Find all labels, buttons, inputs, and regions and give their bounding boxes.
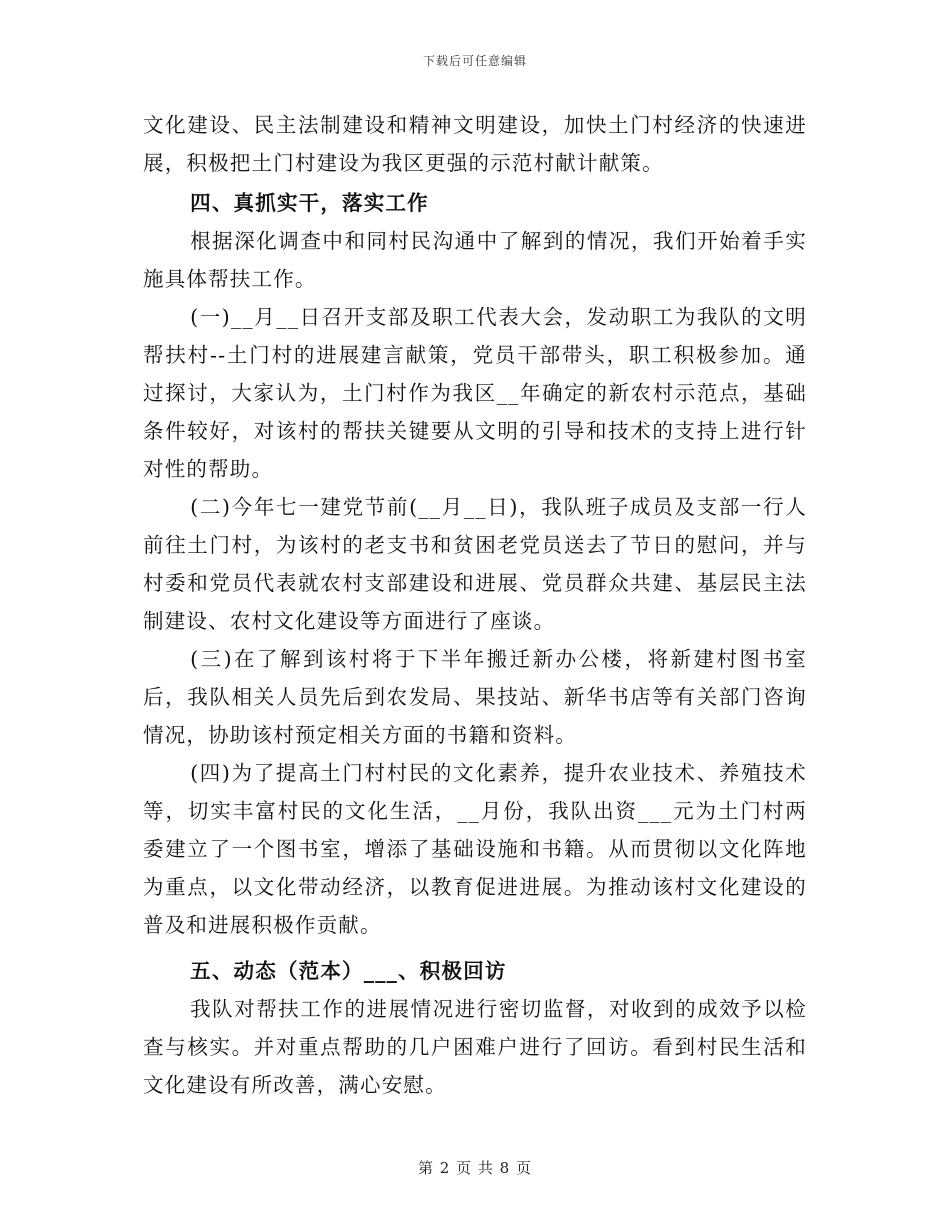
paragraph-continued: 文化建设、民主法制建设和精神文明建设，加快土门村经济的快速进展，积极把土门村建设为我区更强的示范村献计献策。 xyxy=(143,113,807,175)
paragraph-intro: 根据深化调查中和同村民沟通中了解到的情况，我们开始着手实施具体帮扶工作。 xyxy=(143,229,807,291)
section-heading-5: 五、动态（范本）___、积极回访 xyxy=(190,959,507,983)
paragraph-item-1: (一)__月__日召开支部及职工代表大会，发动职工为我队的文明帮扶村--土门村的进展建言献策，党员干部带头，职工积极参加。通过探讨，大家认为，土门村作为我区__年确定的新农村示范点，基础条件较好，对该村的帮扶关键要从文明的引导和技术的支持上进行针对性的帮助。 xyxy=(143,305,807,481)
section-heading-4: 四、真抓实干，落实工作 xyxy=(190,191,429,215)
page-number: 第 2 页 共 8 页 xyxy=(418,1159,532,1177)
paragraph-item-2: (二)今年七一建党节前(__月__日)，我队班子成员及支部一行人前往土门村，为该村的老支书和贫困老党员送去了节日的慰问，并与村委和党员代表就农村支部建设和进展、党员群众共建、基层民主法制建设、农村文化建设等方面进行了座谈。 xyxy=(143,495,807,633)
paragraph-item-3: (三)在了解到该村将于下半年搬迁新办公楼，将新建村图书室后，我队相关人员先后到农发局、果技站、新华书店等有关部门咨询情况，协助该村预定相关方面的书籍和资料。 xyxy=(143,647,807,747)
paragraph-item-4: (四)为了提高土门村村民的文化素养，提升农业技术、养殖技术等，切实丰富村民的文化生活，__月份，我队出资___元为土门村两委建立了一个图书室，增添了基础设施和书籍。从而贯彻以文化阵地为重点，以文化带动经济，以教育促进进展。为推动该村文化建设的普及和进展积极作贡献。 xyxy=(143,761,807,937)
document-body xyxy=(143,106,807,1104)
paragraph-followup: 我队对帮扶工作的进展情况进行密切监督，对收到的成效予以检查与核实。并对重点帮助的几户困难户进行了回访。看到村民生活和文化建设有所改善，满心安慰。 xyxy=(143,997,807,1097)
page-header: 下载后可任意编辑 xyxy=(422,54,527,68)
